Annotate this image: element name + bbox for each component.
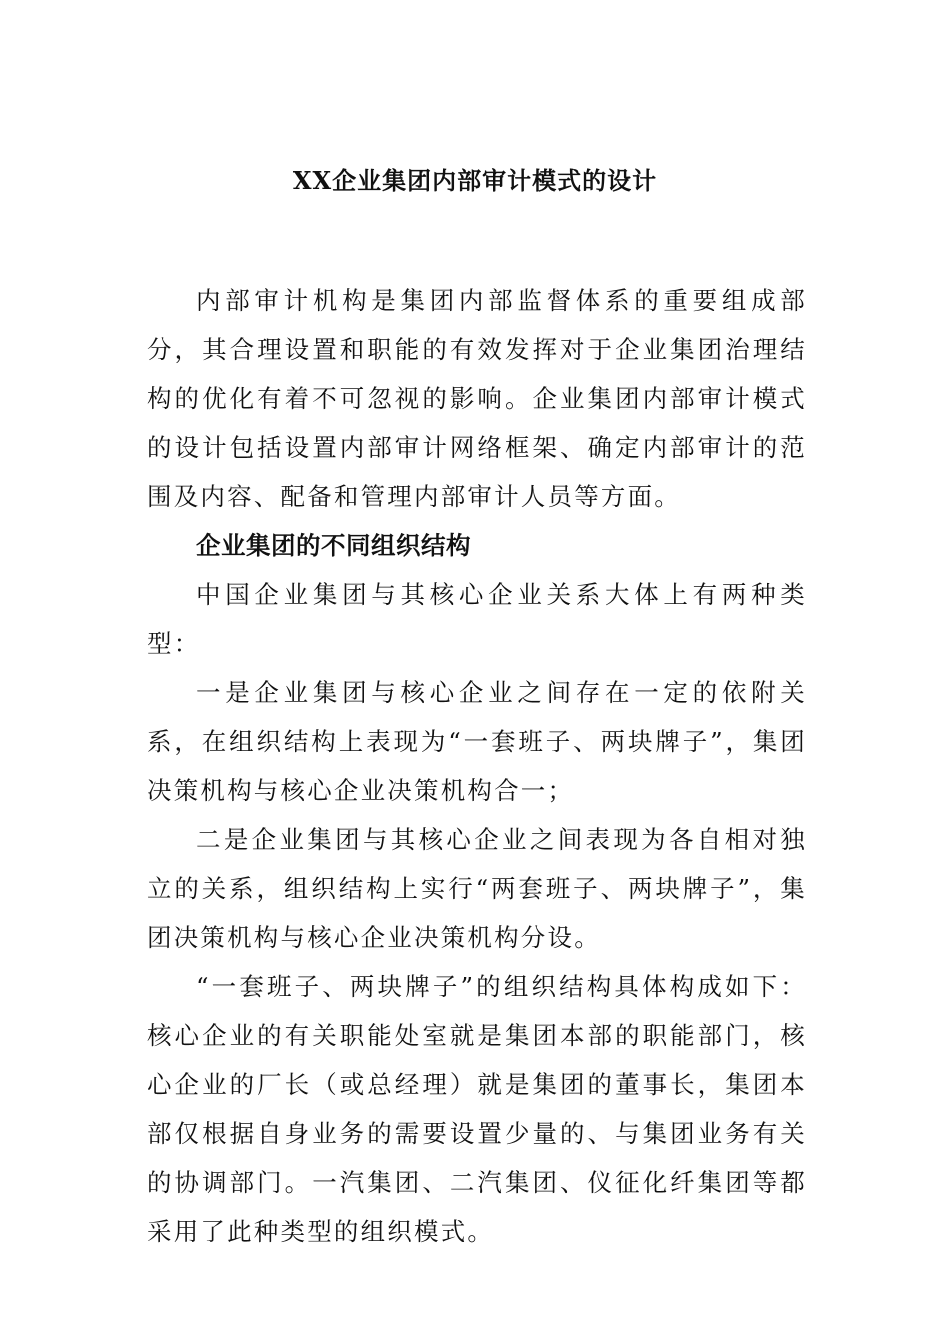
structure-detail-paragraph: “一套班子、两块牌子”的组织结构具体构成如下：核心企业的有关职能处室就是集团本部的职能部门，核心企业的厂长（或总经理）就是集团的董事长，集团本部仅根据自身业务的需要设置少量的、与集团业务有关的协调部门。一汽集团、二汽集团、仪征化纤集团等都采用了此种类型的组织模式。 — [147, 972, 807, 1246]
type-one-paragraph: 一是企业集团与核心企业之间存在一定的依附关系，在组织结构上表现为“一套班子、两块牌子”，集团决策机构与核心企业决策机构合一； — [147, 678, 807, 805]
type-two-paragraph: 二是企业集团与其核心企业之间表现为各自相对独立的关系，组织结构上实行“两套班子、两块牌子”，集团决策机构与核心企业决策机构分设。 — [147, 825, 807, 952]
section-heading: 企业集团的不同组织结构 — [196, 531, 471, 560]
types-intro-paragraph: 中国企业集团与其核心企业关系大体上有两种类型： — [147, 580, 807, 658]
document-body — [147, 276, 807, 1256]
document-title: XX企业集团内部审计模式的设计 — [292, 166, 658, 195]
intro-paragraph: 内部审计机构是集团内部监督体系的重要组成部分，其合理设置和职能的有效发挥对于企业集团治理结构的优化有着不可忽视的影响。企业集团内部审计模式的设计包括设置内部审计网络框架、确定内部审计的范围及内容、配备和管理内部审计人员等方面。 — [147, 286, 807, 511]
